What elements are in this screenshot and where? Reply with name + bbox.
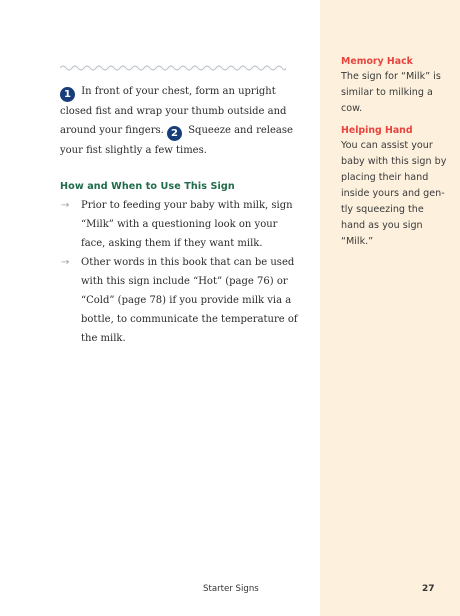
list-item-text: Other words in this book that can be used with this sign include “Hot” (page 76) or “Cold” (page 78) if you provide milk via a bottle, to communicate the temperature of the milk.: [81, 257, 298, 344]
step-1-text: In front of your chest, form an upright closed fist and wrap your thumb outside and around your fingers.: [60, 86, 287, 136]
wavy-line-icon: [60, 63, 286, 73]
instruction-steps: [60, 82, 300, 160]
list-item: [60, 196, 300, 253]
memory-hack-text: The sign for “Milk” is similar to milking a cow.: [341, 71, 441, 114]
main-content: [60, 82, 300, 348]
step-1-badge: 1: [60, 87, 75, 102]
helping-hand-text: You can assist your baby with this sign by placing their hand inside yours and gen-tly squeezing the hand as you sign “Milk.”: [341, 140, 447, 247]
helping-hand-title: Helping Hand: [341, 125, 413, 136]
memory-hack-title: Memory Hack: [341, 56, 413, 67]
footer-section-label: Starter Signs: [203, 584, 259, 594]
list-item-text: Prior to feeding your baby with milk, sign “Milk” with a questioning look on your face, asking them if they want milk.: [81, 200, 293, 249]
page-number: 27: [422, 584, 435, 594]
right-arrow-icon: →: [61, 200, 70, 211]
sidebar-panel: [320, 0, 460, 616]
section-title: How and When to Use This Sign: [60, 181, 235, 192]
step-2-badge: 2: [167, 126, 182, 141]
step-2-text: Squeeze and release your fist slightly a few times.: [60, 125, 293, 156]
right-arrow-icon: →: [61, 257, 70, 268]
usage-list: [60, 196, 300, 348]
list-item: [60, 253, 300, 348]
